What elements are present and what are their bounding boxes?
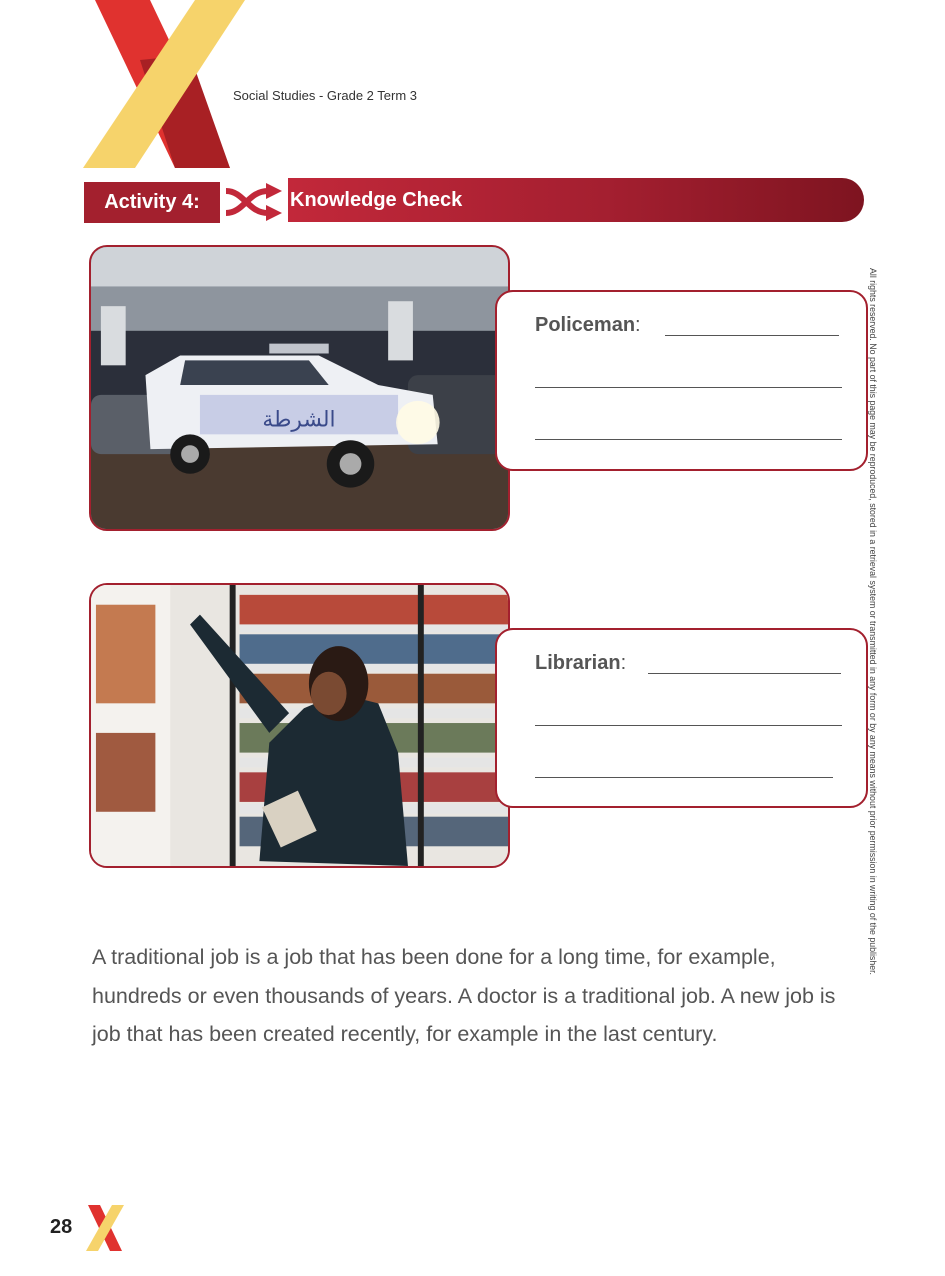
policeman-photo xyxy=(89,245,510,531)
answer-line[interactable] xyxy=(648,673,841,674)
activity-label: Activity 4: xyxy=(84,182,220,223)
librarian-answer-box[interactable] xyxy=(495,628,868,808)
policeman-label: Policeman: xyxy=(535,314,641,336)
shuffle-arrows-icon xyxy=(222,181,286,223)
body-paragraph: A traditional job is a job that has been done for a long time, for example, hundreds or even thousands of years. A doctor is a traditional job. A new job is job that has been created recently, for example in the last century. xyxy=(92,945,836,1046)
activity-title: Knowledge Check xyxy=(288,178,864,222)
answer-line[interactable] xyxy=(535,439,842,440)
librarian-label: Librarian: xyxy=(535,652,627,674)
answer-line[interactable] xyxy=(535,777,833,778)
publisher-logo xyxy=(80,0,250,168)
answer-line[interactable] xyxy=(535,387,842,388)
publisher-logo-small xyxy=(84,1205,126,1251)
librarian-photo xyxy=(89,583,510,868)
police-car-text: الشرطة xyxy=(262,407,336,433)
answer-line[interactable] xyxy=(535,725,842,726)
header-subtitle: Social Studies - Grade 2 Term 3 xyxy=(233,88,418,103)
policeman-answer-box[interactable] xyxy=(495,290,868,471)
page-number: 28 xyxy=(50,1216,73,1238)
answer-line[interactable] xyxy=(665,335,839,336)
copyright-notice: All rights reserved. No part of this page may be reproduced, stored in a retrieval system or transmitted in any form or by any means without prior permission in writing of the publisher. xyxy=(868,268,878,976)
